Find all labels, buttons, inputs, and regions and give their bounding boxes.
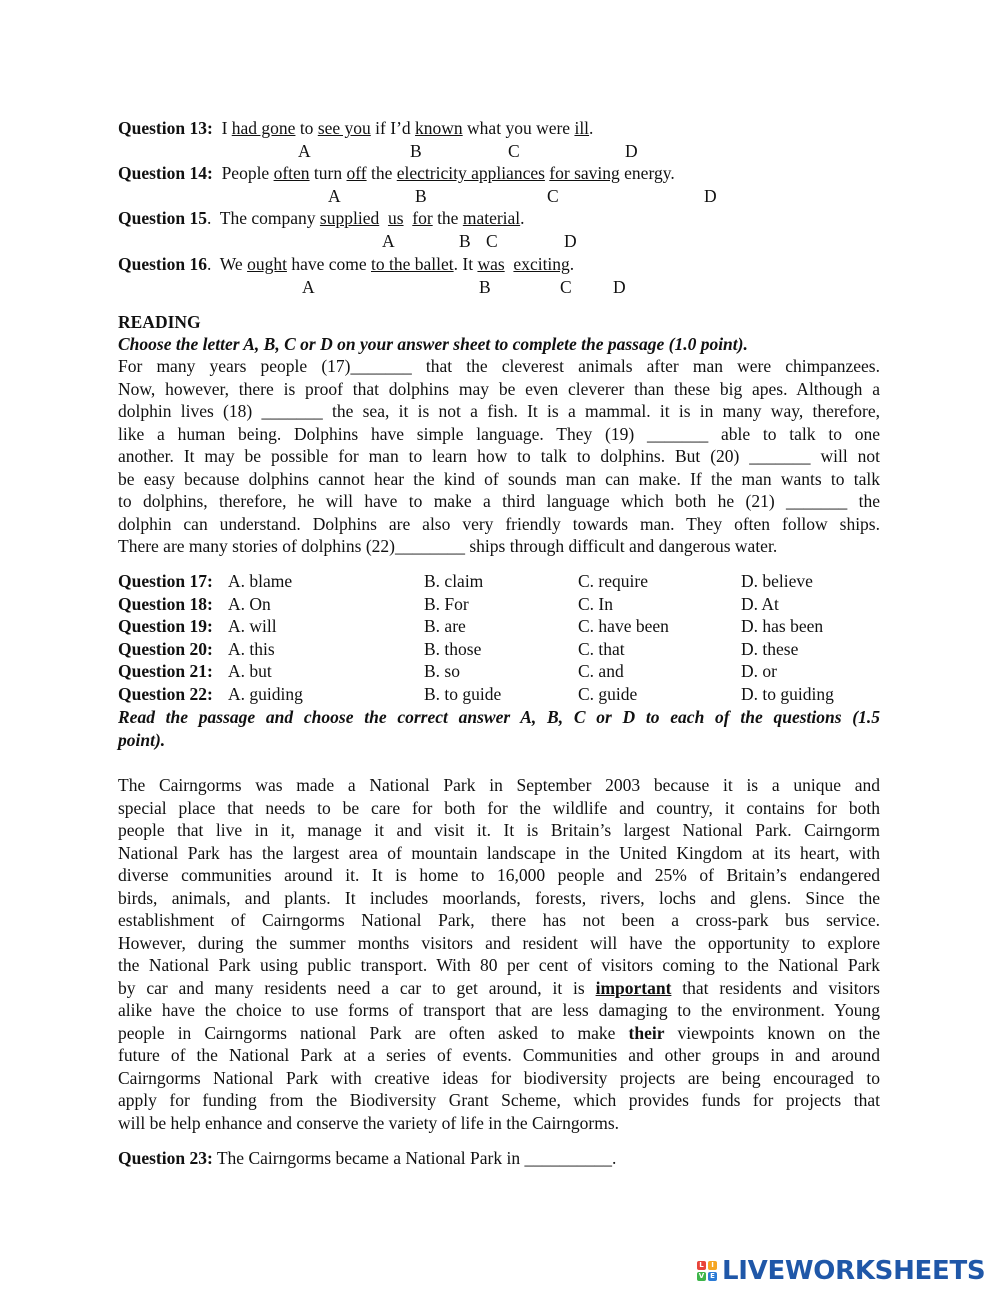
- passage-line: For many years people (17)_______ that the cleverest animals after man were chimpanzees.: [118, 356, 880, 376]
- option-d[interactable]: D. to guiding: [741, 684, 834, 704]
- liveworksheets-logo-icon: L I V E: [697, 1261, 717, 1281]
- question-label: Question 20:: [118, 638, 213, 659]
- passage-line: like a human being. Dolphins have simple language. They (19) _______ able to talk to one: [118, 423, 880, 444]
- option-a-text: supplied: [319, 208, 380, 228]
- option-c[interactable]: C. that: [578, 638, 625, 659]
- logo-text: LIVEWORKSHEETS: [722, 1256, 986, 1286]
- question-text: The Cairngorms became a National Park in __________.: [212, 1148, 617, 1168]
- letter-b: B: [415, 186, 427, 206]
- option-a[interactable]: A. but: [228, 661, 272, 682]
- option-b[interactable]: B. are: [424, 616, 466, 637]
- question-label: Question 22:: [118, 684, 213, 704]
- letter-c: C: [547, 186, 559, 206]
- question-label: Question 19:: [118, 616, 213, 637]
- passage-line: apply for funding from the Biodiversity Grant Scheme, which provides funds for projects that: [118, 1090, 880, 1110]
- option-d[interactable]: D. At: [741, 593, 779, 614]
- question-13: Question 13: I had gone to see you if I’d known what you were ill.: [118, 118, 594, 138]
- instruction-1: Choose the letter A, B, C or D on your answer sheet to complete the passage (1.0 point).: [118, 334, 748, 354]
- question-16: Question 16. We ought have come to the ballet. It was exciting.: [118, 254, 575, 274]
- question-23: [118, 1147, 616, 1169]
- option-d[interactable]: D. or: [741, 661, 777, 682]
- letter-a: A: [382, 231, 395, 251]
- option-d[interactable]: D. has been: [741, 616, 824, 637]
- option-c[interactable]: C. and: [578, 661, 624, 682]
- passage-line: another. It may be possible for man to learn how to talk to dolphins. But (20) _______ will not: [118, 446, 880, 466]
- section-heading: READING: [118, 312, 201, 332]
- option-c-text: electricity appliances: [396, 163, 545, 183]
- option-d-text: ill: [574, 118, 590, 138]
- question-15: Question 15. The company supplied us for the material.: [118, 208, 525, 228]
- question-13-letters: [0, 140, 1000, 162]
- option-c[interactable]: C. require: [578, 571, 648, 591]
- passage-line: to dolphins, therefore, he will have to make a third language which both he (21) _______ the: [118, 491, 880, 511]
- instruction-2: Read the passage and choose the correct answer A, B, C or D to each of the questions (1.5: [118, 707, 880, 727]
- instruction-2-cont: point).: [118, 730, 166, 750]
- option-d-text: exciting: [513, 254, 570, 274]
- option-d[interactable]: D. believe: [741, 571, 813, 591]
- option-b[interactable]: B. those: [424, 638, 482, 659]
- question-14: Question 14: People often turn off the electricity appliances for saving energy.: [118, 163, 675, 183]
- option-a[interactable]: A. this: [228, 638, 275, 659]
- letter-a: A: [302, 277, 315, 297]
- passage-line: people in Cairngorms national Park are often asked to make their viewpoints known on the: [118, 1022, 880, 1043]
- passage-line: people that live in it, manage it and visit it. It is Britain’s largest National Park. Cairngorm: [118, 820, 880, 840]
- question-14-letters: [0, 185, 1000, 207]
- question-label: Question 21:: [118, 661, 213, 682]
- option-b[interactable]: B. to guide: [424, 684, 502, 704]
- letter-b: B: [410, 141, 422, 161]
- highlighted-word-important: important: [595, 977, 672, 998]
- letter-a: A: [298, 141, 311, 161]
- question-15-letters: [0, 230, 1000, 252]
- option-b-text: off: [346, 163, 367, 183]
- passage-line: birds, animals, and plants. It includes moorlands, forests, rivers, lochs and glens. Since the: [118, 887, 880, 908]
- highlighted-word-their: their: [628, 1022, 665, 1043]
- option-a-text: ought: [247, 254, 287, 274]
- passage-line: dolphin lives (18) _______ the sea, it is not a fish. It is a mammal. it is in many way, therefore,: [118, 401, 880, 421]
- question-label: Question 17:: [118, 571, 213, 591]
- option-b-text: see you: [317, 118, 371, 138]
- passage-line: There are many stories of dolphins (22)________ ships through difficult and dangerous water.: [118, 536, 778, 556]
- passage-line: alike have the choice to use forms of transport that are less damaging to the environment. Young: [118, 1000, 880, 1020]
- passage-line: will be help enhance and conserve the variety of life in the Cairngorms.: [118, 1112, 620, 1133]
- option-a[interactable]: A. will: [228, 616, 277, 637]
- letter-d: D: [704, 186, 717, 206]
- passage-line: However, during the summer months visitors and resident will have the opportunity to explore: [118, 932, 880, 953]
- letter-c: C: [486, 231, 498, 251]
- passage-line: by car and many residents need a car to get around, it is important that residents and visitors: [118, 977, 880, 998]
- option-c-text: for: [412, 208, 433, 228]
- question-label: Question 23:: [118, 1148, 213, 1168]
- option-a[interactable]: A. blame: [228, 571, 293, 591]
- passage-line: Now, however, there is proof that dolphins may be even cleverer than these big apes. Although a: [118, 378, 880, 399]
- letter-b: B: [459, 231, 471, 251]
- question-label: Question 13:: [118, 118, 213, 138]
- letter-d: D: [625, 141, 638, 161]
- letter-d: D: [613, 277, 626, 297]
- passage-line: special place that needs to be care for both for the wildlife and country, it contains for both: [118, 797, 880, 818]
- option-a-text: often: [273, 163, 310, 183]
- passage-line: the National Park using public transport. With 80 per cent of visitors coming to the National Park: [118, 955, 880, 975]
- passage-line: establishment of Cairngorms National Park, there has not been a cross-park bus service.: [118, 910, 880, 930]
- option-b-text: to the ballet: [371, 254, 454, 274]
- letter-b: B: [479, 277, 491, 297]
- passage-line: future of the National Park at a series of events. Communities and other groups in and around: [118, 1045, 880, 1065]
- question-16-letters: [0, 276, 1000, 298]
- letter-c: C: [560, 277, 572, 297]
- option-c-text: known: [415, 118, 463, 138]
- passage-line: dolphin can understand. Dolphins are also very friendly towards man. They often follow ships.: [118, 513, 880, 534]
- letter-d: D: [564, 231, 577, 251]
- letter-a: A: [328, 186, 341, 206]
- option-a[interactable]: A. guiding: [228, 684, 303, 704]
- passage-line: The Cairngorms was made a National Park in September 2003 because it is a unique and: [118, 775, 880, 795]
- option-d-text: material: [462, 208, 521, 228]
- option-c[interactable]: C. In: [578, 593, 613, 614]
- option-d-text: for saving: [549, 163, 620, 183]
- option-b[interactable]: B. so: [424, 661, 460, 682]
- passage-line: be easy because dolphins cannot hear the kind of sounds man can make. If the man wants to talk: [118, 468, 880, 489]
- option-b-text: us: [387, 208, 404, 228]
- question-label: Question 14:: [118, 163, 213, 183]
- question-label: Question 15: [118, 208, 207, 228]
- option-a[interactable]: A. On: [228, 593, 271, 614]
- option-c[interactable]: C. guide: [578, 684, 638, 704]
- option-c-text: was: [477, 254, 505, 274]
- passage-line: diverse communities around it. It is home to 16,000 people and 25% of Britain’s endangered: [118, 865, 880, 885]
- question-label: Question 18:: [118, 593, 213, 614]
- option-c[interactable]: C. have been: [578, 616, 669, 637]
- option-a-text: had gone: [231, 118, 296, 138]
- option-b[interactable]: B. For: [424, 593, 469, 614]
- letter-c: C: [508, 141, 520, 161]
- option-d[interactable]: D. these: [741, 638, 799, 659]
- passage-line: National Park has the largest area of mountain landscape in the United Kingdom at its heart, with: [118, 842, 880, 863]
- option-b[interactable]: B. claim: [424, 571, 484, 591]
- passage-line: Cairngorms National Park with creative ideas for biodiversity projects are being encouraged to: [118, 1067, 880, 1088]
- liveworksheets-logo[interactable]: [697, 1256, 985, 1286]
- question-label: Question 16: [118, 254, 207, 274]
